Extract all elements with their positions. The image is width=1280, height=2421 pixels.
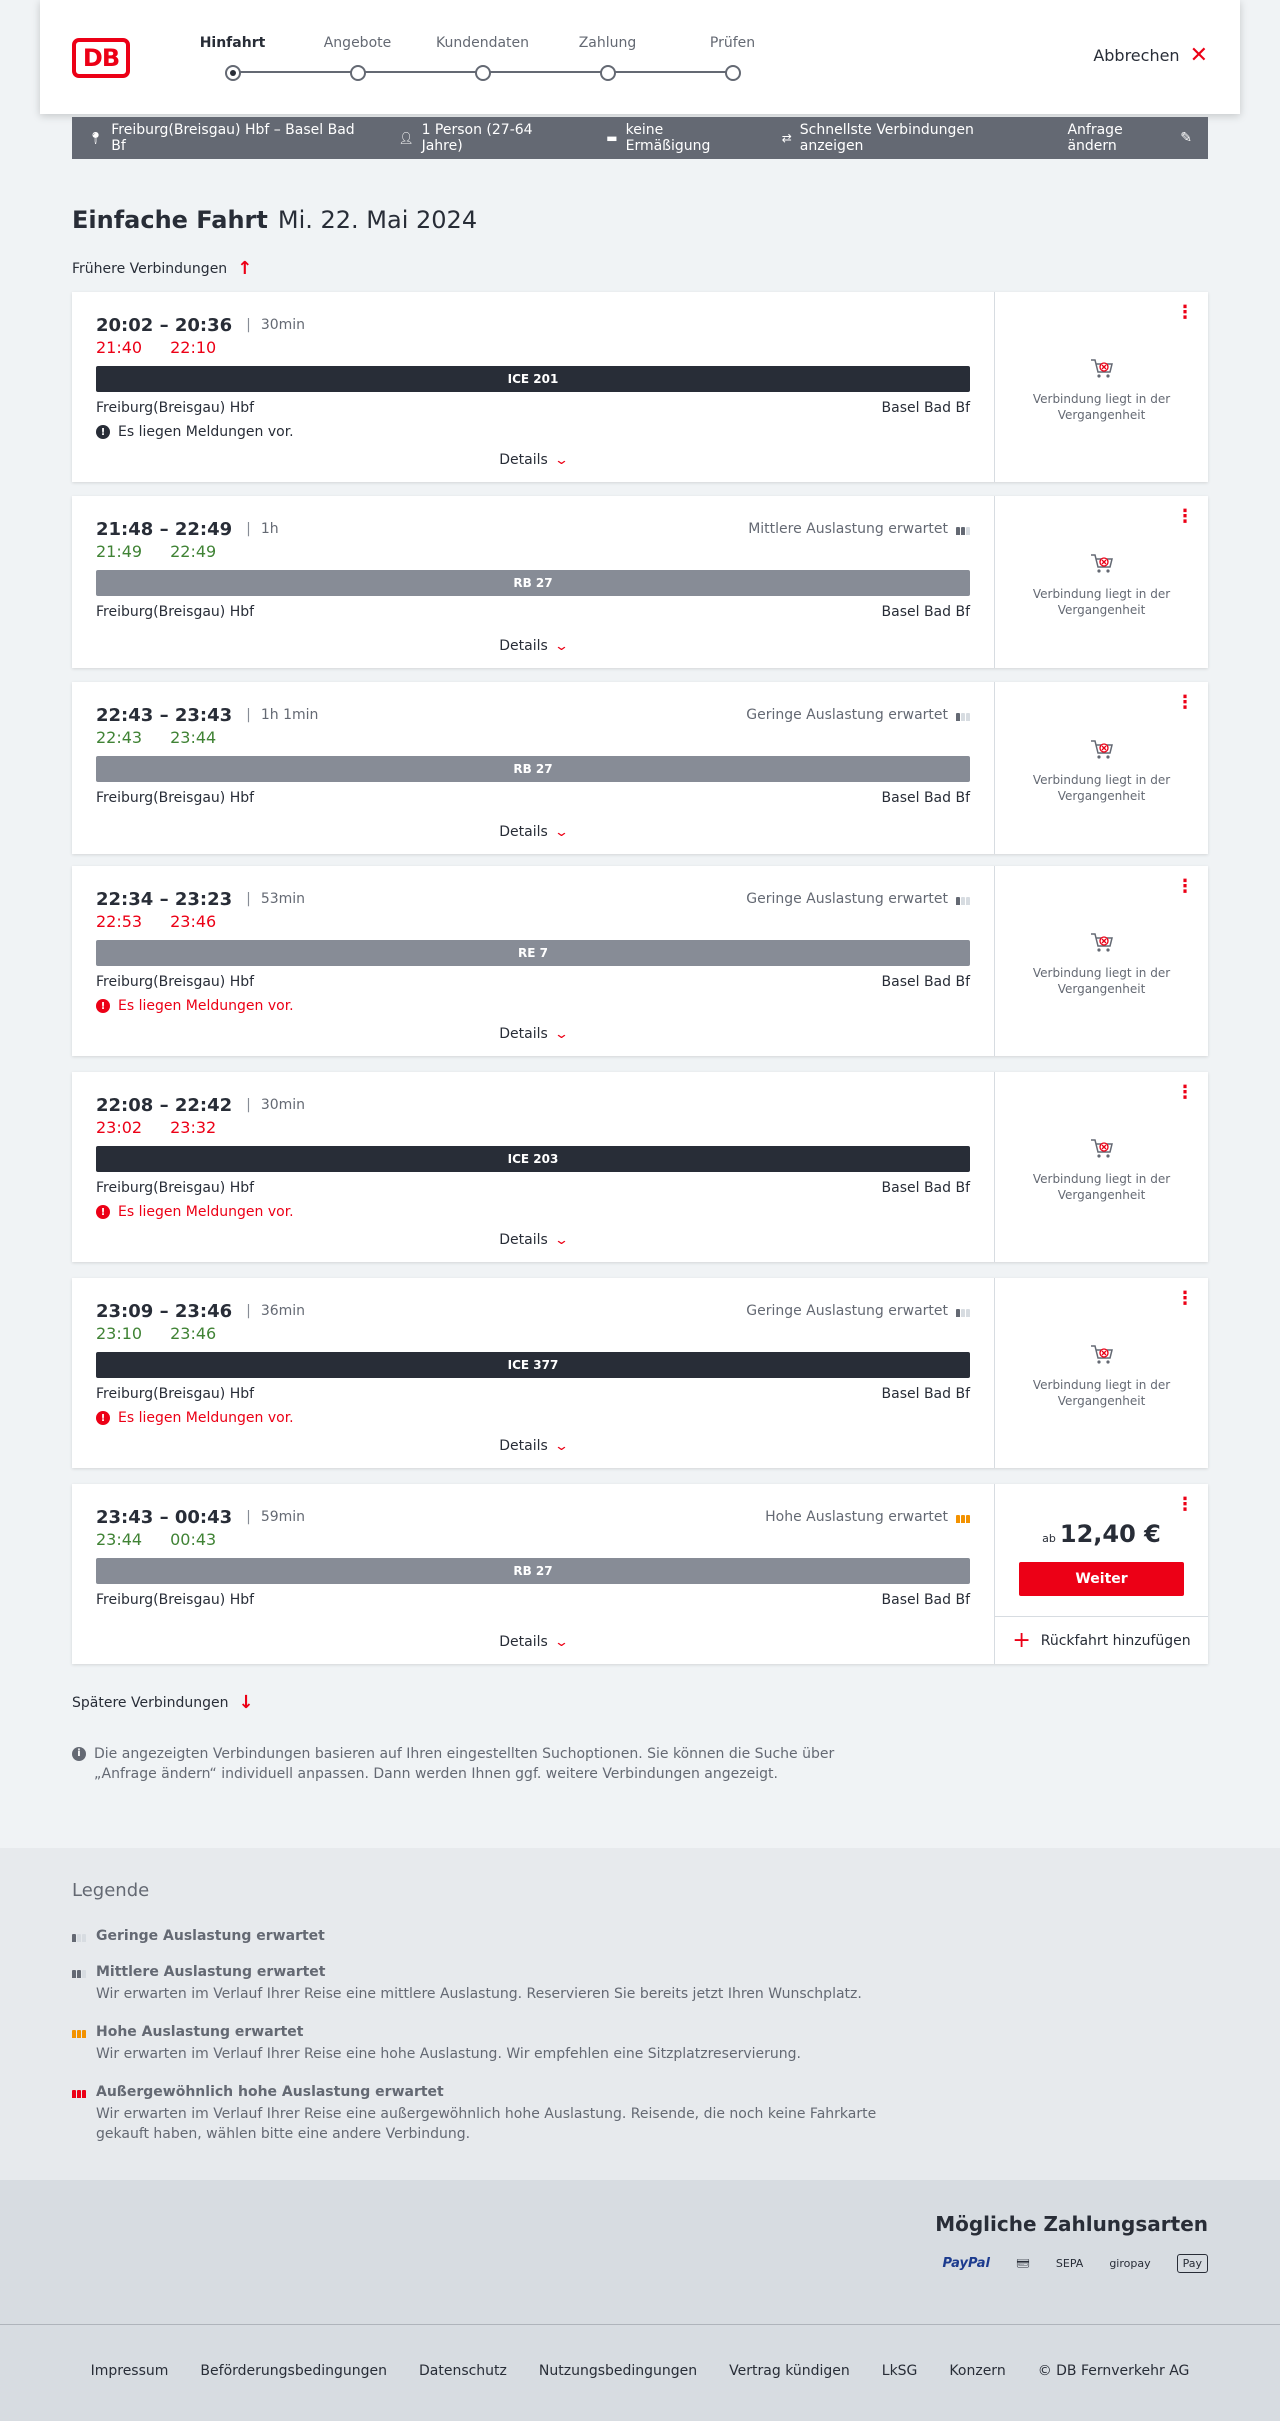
details-label: Details <box>499 638 548 654</box>
realtime-departure: 22:53 <box>96 912 143 931</box>
logo-text: DB <box>82 44 120 72</box>
details-toggle[interactable] <box>72 638 994 654</box>
step-pruefen <box>670 32 795 81</box>
message-notice[interactable] <box>96 1204 970 1220</box>
occupancy-info <box>748 521 970 537</box>
plus-icon: + <box>1012 1627 1031 1653</box>
footer-link[interactable]: Nutzungsbedingungen <box>538 2363 698 2379</box>
destination-station: Basel Bad Bf <box>881 790 970 806</box>
train-bar[interactable] <box>96 570 970 596</box>
message-notice[interactable] <box>96 998 970 1014</box>
earlier-connections-link[interactable] <box>72 258 252 279</box>
past-notice <box>995 1137 1208 1203</box>
message-text: Es liegen Meldungen vor. <box>118 998 294 1014</box>
footer-link[interactable]: Vertrag kündigen <box>729 2363 850 2379</box>
more-options-icon[interactable]: ⋮ <box>1176 506 1194 527</box>
cart-unavailable-icon <box>1089 357 1115 381</box>
legend-item-title: Hohe Auslastung erwartet <box>96 2024 304 2040</box>
passenger-summary <box>398 122 572 154</box>
past-label: Verbindung liegt in der Vergangenheit <box>1032 773 1171 803</box>
occupancy-low-icon <box>72 1930 86 1942</box>
step-hinfahrt <box>170 32 295 81</box>
origin-station: Freiburg(Breisgau) Hbf <box>96 1592 255 1608</box>
step-zahlung <box>545 32 670 81</box>
separator: | <box>246 891 251 907</box>
realtime-arrival: 22:10 <box>170 338 217 357</box>
separator: | <box>246 707 251 723</box>
details-toggle[interactable] <box>72 1232 994 1248</box>
separator: | <box>246 521 251 537</box>
schedule-row <box>96 1094 970 1116</box>
train-name: ICE 203 <box>507 1152 559 1166</box>
occupancy-very-high-icon <box>72 2086 86 2098</box>
origin-station: Freiburg(Breisgau) Hbf <box>96 400 255 416</box>
separator: | <box>246 1097 251 1113</box>
stations-row <box>96 974 970 990</box>
alert-icon: ! <box>96 1205 110 1219</box>
duration: 30min <box>260 1097 306 1113</box>
realtime-departure: 23:02 <box>96 1118 143 1137</box>
schedule-row <box>96 1506 970 1528</box>
connection-card[interactable] <box>72 292 1208 482</box>
step-dot <box>225 65 241 81</box>
realtime-arrival: 23:46 <box>170 1324 217 1343</box>
schedule-row <box>96 704 970 726</box>
legend-item-desc: Wir erwarten im Verlauf Ihrer Reise eine außergewöhnlich hohe Auslastung. Reisende, die noch keine Fahrkarte gekauft haben, wählen bitte eine andere Verbindung. <box>96 2106 877 2142</box>
past-notice <box>995 357 1208 423</box>
later-connections-link[interactable] <box>72 1692 254 1713</box>
offer-panel <box>994 1072 1208 1262</box>
legend-title: Legende <box>72 1880 150 1901</box>
footer-link[interactable]: Impressum <box>90 2363 169 2379</box>
realtime-row <box>96 540 970 564</box>
origin-station: Freiburg(Breisgau) Hbf <box>96 1180 255 1196</box>
trip-date: Mi. 22. Mai 2024 <box>277 206 478 234</box>
cancel-label: Abbrechen <box>1093 46 1180 65</box>
realtime-arrival: 23:46 <box>170 912 217 931</box>
close-icon: ✕ <box>1189 42 1208 68</box>
paypal-icon: PayPal <box>942 2256 990 2271</box>
train-bar[interactable] <box>96 1146 970 1172</box>
step-label: Hinfahrt <box>199 35 266 51</box>
realtime-row <box>96 1528 970 1552</box>
more-options-icon[interactable]: ⋮ <box>1176 692 1194 713</box>
separator: | <box>246 1303 251 1319</box>
legend-item-title: Geringe Auslastung erwartet <box>96 1928 325 1944</box>
message-text: Es liegen Meldungen vor. <box>118 1410 294 1426</box>
legend-item-desc: Wir erwarten im Verlauf Ihrer Reise eine hohe Auslastung. Wir empfehlen eine Sitzplatzreservierung. <box>96 2046 801 2062</box>
train-bar[interactable] <box>96 1558 970 1584</box>
details-label: Details <box>499 1634 548 1650</box>
schedule-row <box>96 888 970 910</box>
train-name: RE 7 <box>518 946 548 960</box>
train-name: RB 27 <box>513 762 553 776</box>
duration: 36min <box>260 1303 306 1319</box>
occupancy-label: Mittlere Auslastung erwartet <box>748 521 948 537</box>
details-label: Details <box>499 452 548 468</box>
option-text: Schnellste Verbindungen anzeigen <box>799 122 974 154</box>
occupancy-high-icon <box>72 2026 86 2038</box>
info-icon: i <box>72 1747 86 1761</box>
details-toggle[interactable] <box>72 1026 994 1042</box>
train-name: RB 27 <box>513 1564 553 1578</box>
legend-item-medium <box>72 1964 892 2004</box>
realtime-departure: 23:44 <box>96 1530 143 1549</box>
location-pin-icon: 📍︎ <box>88 131 104 145</box>
realtime-arrival: 22:49 <box>170 542 217 561</box>
footer-link[interactable]: Beförderungsbedingungen <box>200 2363 387 2379</box>
credit-card-icon: 💳︎ <box>1015 2257 1030 2270</box>
past-label: Verbindung liegt in der Vergangenheit <box>1032 392 1171 422</box>
occupancy-info <box>746 707 970 723</box>
payment-title: Mögliche Zahlungsarten <box>935 2212 1208 2236</box>
legend-item-desc: Wir erwarten im Verlauf Ihrer Reise eine mittlere Auslastung. Reservieren Sie bereits jetzt Ihren Wunschplatz. <box>96 1986 862 2002</box>
legend-item-high <box>72 2024 892 2064</box>
person-icon: 👤︎ <box>398 131 414 145</box>
destination-station: Basel Bad Bf <box>881 974 970 990</box>
offer-panel <box>994 1484 1208 1664</box>
past-label: Verbindung liegt in der Vergangenheit <box>1032 1378 1171 1408</box>
chevron-down-icon: ⌄ <box>553 638 569 654</box>
alert-icon: ! <box>96 425 110 439</box>
footer-link[interactable]: Datenschutz <box>418 2363 507 2379</box>
search-option-summary <box>782 122 1034 154</box>
scheduled-times: 21:48 – 22:49 <box>96 518 233 540</box>
connection-card[interactable] <box>72 496 1208 668</box>
realtime-row <box>96 1322 970 1346</box>
add-return-label: Rückfahrt hinzufügen <box>1040 1632 1191 1649</box>
destination-station: Basel Bad Bf <box>881 1180 970 1196</box>
step-label: Prüfen <box>709 35 756 51</box>
past-notice <box>995 738 1208 804</box>
legend-item-very-high <box>72 2084 892 2144</box>
occupancy-label: Hohe Auslastung erwartet <box>765 1509 948 1525</box>
passenger-text: 1 Person (27-64 Jahre) <box>421 122 533 154</box>
step-label: Zahlung <box>578 35 637 51</box>
price-prefix: ab <box>1042 1532 1056 1545</box>
message-notice[interactable] <box>96 1410 970 1426</box>
occupancy-icon <box>956 523 970 535</box>
chevron-down-icon: ⌄ <box>553 1634 569 1650</box>
stations-row <box>96 400 970 416</box>
offer-panel <box>994 866 1208 1056</box>
schedule-row <box>96 1300 970 1322</box>
footer-link[interactable]: © DB Fernverkehr AG <box>1037 2363 1190 2379</box>
occupancy-icon <box>956 709 970 721</box>
cart-unavailable-icon <box>1089 1343 1115 1367</box>
apple-pay-label: Pay <box>1182 2257 1202 2270</box>
page-title <box>72 206 477 234</box>
past-notice <box>995 552 1208 618</box>
destination-station: Basel Bad Bf <box>881 604 970 620</box>
separator: | <box>246 1509 251 1525</box>
connection-card[interactable] <box>72 682 1208 854</box>
more-options-icon[interactable]: ⋮ <box>1176 1494 1194 1515</box>
more-options-icon[interactable]: ⋮ <box>1176 876 1194 897</box>
realtime-arrival: 00:43 <box>170 1530 217 1549</box>
step-label: Kundendaten <box>435 35 530 51</box>
origin-station: Freiburg(Breisgau) Hbf <box>96 1386 255 1402</box>
occupancy-label: Geringe Auslastung erwartet <box>746 707 948 723</box>
more-options-icon[interactable]: ⋮ <box>1176 1082 1194 1103</box>
separator: | <box>246 317 251 333</box>
chevron-down-icon: ⌄ <box>553 1026 569 1042</box>
discount-summary <box>606 122 747 154</box>
chevron-down-icon: ⌄ <box>553 824 569 840</box>
duration: 1h 1min <box>260 707 319 723</box>
cancel-button[interactable] <box>1093 42 1208 68</box>
more-options-icon[interactable]: ⋮ <box>1176 1288 1194 1309</box>
realtime-row <box>96 336 970 360</box>
realtime-departure: 23:10 <box>96 1324 143 1343</box>
details-toggle[interactable] <box>72 1634 994 1650</box>
step-angebote <box>295 32 420 81</box>
train-name: RB 27 <box>513 576 553 590</box>
payment-methods-section <box>0 2180 1280 2324</box>
connection-card[interactable] <box>72 866 1208 1056</box>
message-text: Es liegen Meldungen vor. <box>118 424 294 440</box>
realtime-row <box>96 1116 970 1140</box>
arrow-up-icon: ↑ <box>237 258 253 279</box>
occupancy-info <box>746 1303 970 1319</box>
alert-icon: ! <box>96 999 110 1013</box>
price <box>995 1520 1208 1548</box>
occupancy-icon <box>956 1511 970 1523</box>
duration: 59min <box>260 1509 306 1525</box>
train-bar[interactable] <box>96 940 970 966</box>
stations-row <box>96 604 970 620</box>
origin-station: Freiburg(Breisgau) Hbf <box>96 974 255 990</box>
occupancy-label: Geringe Auslastung erwartet <box>746 891 948 907</box>
occupancy-label: Geringe Auslastung erwartet <box>746 1303 948 1319</box>
details-label: Details <box>499 1232 548 1248</box>
stations-row <box>96 790 970 806</box>
chevron-down-icon: ⌄ <box>553 1232 569 1248</box>
alert-icon: ! <box>96 1411 110 1425</box>
message-notice[interactable] <box>96 424 970 440</box>
realtime-departure: 21:40 <box>96 338 143 357</box>
more-options-icon[interactable]: ⋮ <box>1176 302 1194 323</box>
connection-card[interactable] <box>72 1484 1208 1664</box>
footer-link[interactable]: Konzern <box>949 2363 1006 2379</box>
details-label: Details <box>499 824 548 840</box>
chevron-down-icon: ⌄ <box>553 1438 569 1454</box>
legend-item-low <box>72 1928 892 1944</box>
cart-unavailable-icon <box>1089 738 1115 762</box>
scheduled-times: 23:43 – 00:43 <box>96 1506 233 1528</box>
train-bar[interactable] <box>96 366 970 392</box>
step-dot <box>725 65 741 81</box>
info-note-text: Die angezeigten Verbindungen basieren auf Ihren eingestellten Suchoptionen. Sie können die Suche über „Anfrage ändern“ individuell anpassen. Dann werden Ihnen ggf. weitere Verbindungen angezeigt. <box>94 1746 835 1782</box>
legend-item-title: Außergewöhnlich hohe Auslastung erwartet <box>96 2084 444 2100</box>
info-note <box>72 1744 852 1784</box>
scheduled-times: 22:34 – 23:23 <box>96 888 233 910</box>
route-text: Freiburg(Breisgau) Hbf – Basel Bad Bf <box>111 122 355 154</box>
db-logo[interactable] <box>72 38 130 78</box>
schedule-row <box>96 518 970 540</box>
change-request-label: Anfrage ändern <box>1067 122 1123 154</box>
train-bar[interactable] <box>96 1352 970 1378</box>
step-dot <box>600 65 616 81</box>
step-label: Angebote <box>323 35 392 51</box>
connection-card[interactable] <box>72 1072 1208 1262</box>
destination-station: Basel Bad Bf <box>881 1386 970 1402</box>
details-toggle[interactable] <box>72 824 994 840</box>
occupancy-medium-icon <box>72 1966 86 1978</box>
schedule-row <box>96 314 970 336</box>
realtime-arrival: 23:32 <box>170 1118 217 1137</box>
price-value: 12,40 € <box>1059 1520 1161 1548</box>
past-notice <box>995 931 1208 997</box>
past-label: Verbindung liegt in der Vergangenheit <box>1032 966 1171 996</box>
apple-pay-icon <box>1177 2254 1208 2273</box>
step-kundendaten <box>420 32 545 81</box>
stations-row <box>96 1180 970 1196</box>
realtime-row <box>96 910 970 934</box>
destination-station: Basel Bad Bf <box>881 1592 970 1608</box>
details-toggle[interactable] <box>72 1438 994 1454</box>
payment-icons <box>942 2254 1208 2273</box>
bahncard-icon: ▬ <box>606 131 618 145</box>
step-dot <box>475 65 491 81</box>
past-label: Verbindung liegt in der Vergangenheit <box>1032 587 1171 617</box>
offer-panel <box>994 292 1208 482</box>
add-return-trip-button[interactable] <box>995 1616 1208 1664</box>
occupancy-info <box>746 891 970 907</box>
destination-station: Basel Bad Bf <box>881 400 970 416</box>
stations-row <box>96 1386 970 1402</box>
duration: 30min <box>260 317 306 333</box>
cart-unavailable-icon <box>1089 931 1115 955</box>
header <box>40 0 1240 114</box>
realtime-row <box>96 726 970 750</box>
sepa-icon: SEPA <box>1055 2257 1084 2270</box>
details-toggle[interactable] <box>72 452 994 468</box>
later-label: Spätere Verbindungen <box>72 1694 229 1711</box>
cart-unavailable-icon <box>1089 552 1115 576</box>
discount-text: keine Ermäßigung <box>625 122 711 154</box>
duration: 1h <box>260 521 279 537</box>
train-bar[interactable] <box>96 756 970 782</box>
request-summary-bar <box>72 117 1208 159</box>
chevron-down-icon: ⌄ <box>553 452 569 468</box>
footer <box>0 2324 1280 2421</box>
details-label: Details <box>499 1438 548 1454</box>
message-text: Es liegen Meldungen vor. <box>118 1204 294 1220</box>
legend-item-title: Mittlere Auslastung erwartet <box>96 1964 326 1980</box>
trip-type: Einfache Fahrt <box>72 206 268 234</box>
route-summary <box>88 122 364 154</box>
pencil-icon: ✎ <box>1180 130 1192 146</box>
details-label: Details <box>499 1026 548 1042</box>
occupancy-icon <box>956 1305 970 1317</box>
connection-card[interactable] <box>72 1278 1208 1468</box>
past-label: Verbindung liegt in der Vergangenheit <box>1032 1172 1171 1202</box>
continue-button[interactable]: Weiter <box>1019 1562 1184 1596</box>
scheduled-times: 22:08 – 22:42 <box>96 1094 233 1116</box>
scheduled-times: 20:02 – 20:36 <box>96 314 233 336</box>
stations-row <box>96 1592 970 1608</box>
legend-section <box>0 1848 1280 2180</box>
duration: 53min <box>260 891 306 907</box>
scheduled-times: 22:43 – 23:43 <box>96 704 233 726</box>
giropay-icon: giropay <box>1109 2257 1151 2270</box>
train-name: ICE 201 <box>507 372 559 386</box>
footer-link[interactable]: LkSG <box>881 2363 918 2379</box>
occupancy-icon <box>956 893 970 905</box>
train-name: ICE 377 <box>507 1358 559 1372</box>
step-dot <box>350 65 366 81</box>
origin-station: Freiburg(Breisgau) Hbf <box>96 604 255 620</box>
occupancy-info <box>765 1509 970 1525</box>
earlier-label: Frühere Verbindungen <box>72 260 228 277</box>
change-request-button[interactable] <box>1067 122 1192 154</box>
swap-arrows-icon: ⇄ <box>781 131 792 145</box>
offer-panel <box>994 682 1208 854</box>
past-notice <box>995 1343 1208 1409</box>
scheduled-times: 23:09 – 23:46 <box>96 1300 233 1322</box>
realtime-departure: 22:43 <box>96 728 143 747</box>
origin-station: Freiburg(Breisgau) Hbf <box>96 790 255 806</box>
realtime-departure: 21:49 <box>96 542 143 561</box>
offer-panel <box>994 496 1208 668</box>
footer-links <box>0 2363 1280 2379</box>
offer-panel <box>994 1278 1208 1468</box>
progress-stepper <box>170 32 770 82</box>
realtime-arrival: 23:44 <box>170 728 217 747</box>
cart-unavailable-icon <box>1089 1137 1115 1161</box>
arrow-down-icon: ↓ <box>238 1692 254 1713</box>
